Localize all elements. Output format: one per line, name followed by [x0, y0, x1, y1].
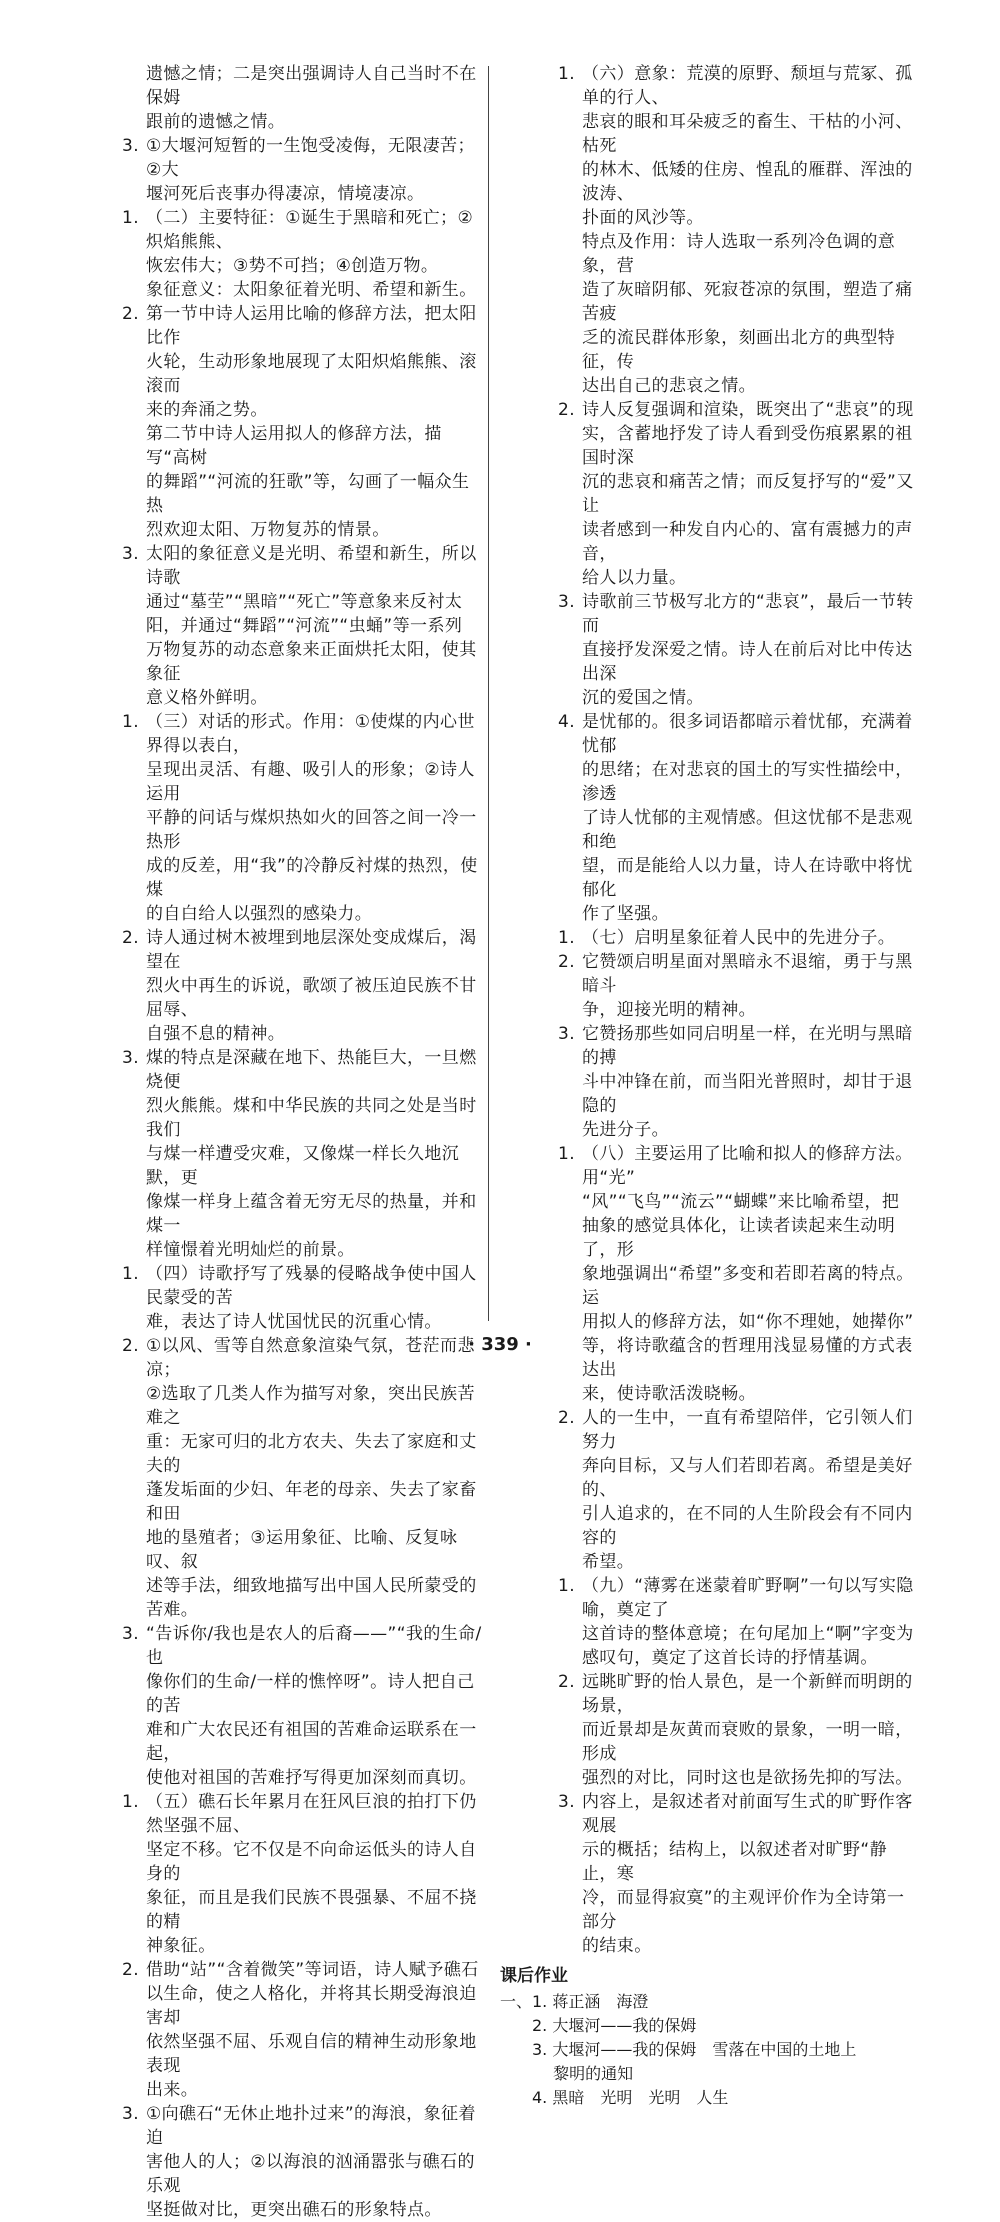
right-column: [500, 62, 918, 2110]
answer-block: [64, 1790, 482, 1958]
answer-block: [500, 1790, 918, 1958]
answer-block: [64, 1046, 482, 1262]
answer-block: [64, 1262, 482, 1334]
question-number: 2.: [122, 1960, 140, 1980]
question-number: 2.: [558, 952, 576, 972]
question-number: 3.: [122, 136, 140, 156]
section-label: （六）: [582, 64, 635, 84]
homework-line: 一、1. 蒋正涵 海澄: [500, 1992, 649, 2011]
left-column: [64, 62, 482, 2222]
question-number: 3.: [122, 1048, 140, 1068]
answer-block: [64, 542, 482, 710]
question-number: 3.: [558, 592, 576, 612]
answer-text: “薄雾在迷蒙着旷野啊”一句以写实隐喻，奠定了 这首诗的整体意境；在句尾加上“啊”字变为 感叹句，奠定了这首长诗的抒情基调。: [582, 1576, 914, 1668]
answer-text: 诗歌抒写了残暴的侵略战争使中国人民蒙受的苦 难，表达了诗人忧国忧民的沉重心情。: [146, 1264, 477, 1332]
answer-text: 太阳的象征意义是光明、希望和新生，所以诗歌 通过“墓茔”“黑暗”“死亡”等意象来反衬太 阳，并通过“舞蹈”“河流”“虫蛹”等一系列 万物复苏的动态意象来正面烘托太阳，使其象征 意义格外鲜明。: [146, 544, 477, 708]
answer-block: [500, 1406, 918, 1574]
answer-block: [64, 206, 482, 302]
question-number: 1.: [122, 712, 140, 732]
answer-text: 诗歌前三节极写北方的“悲哀”，最后一节转而 直接抒发深爱之情。诗人在前后对比中传达出深 沉的爱国之情。: [582, 592, 914, 708]
column-divider: [488, 66, 489, 1321]
section-label: （七）: [582, 928, 635, 948]
answer-text: 人的一生中，一直有希望陪伴，它引领人们努力 奔向目标，又与人们若即若离。希望是美好的、 引人追求的，在不同的人生阶段会有不同内容的 希望。: [582, 1408, 913, 1572]
answer-text: 启明星象征着人民中的先进分子。: [634, 928, 896, 948]
answer-block: [500, 926, 918, 950]
answer-text: ①大堰河短暂的一生饱受凌侮，无限凄苦；②大 堰河死后丧事办得凄凉，情境凄凉。: [146, 136, 475, 204]
answer-text: 是忧郁的。很多词语都暗示着忧郁，充满着忧郁 的思绪；在对悲哀的国土的写实性描绘中，渗透 了诗人忧郁的主观情感。但这忧郁不是悲观和绝 望，而是能给人以力量，诗人在诗歌中将忧郁化 作了坚强。: [582, 712, 913, 924]
answer-text: ①以风、雪等自然意象渲染气氛，苍茫而悲凉； ②选取了几类人作为描写对象，突出民族苦难之 重：无家可归的北方农夫、失去了家庭和丈夫的 蓬发垢面的少妇、年老的母亲、失去了家畜和田 地的垦殖者；③运用象征、比喻、反复咏叹、叙 述等手法，细致地描写出中国人民所蒙受的苦难。: [146, 1336, 477, 1620]
answer-block: [500, 1670, 918, 1790]
answer-text: 诗人通过树木被埋到地层深处变成煤后，渴望在 烈火中再生的诉说，歌颂了被压迫民族不甘屈辱、 自强不息的精神。: [146, 928, 477, 1044]
answer-block: [500, 710, 918, 926]
answer-text: 它赞颂启明星面对黑暗永不退缩，勇于与黑暗斗 争，迎接光明的精神。: [582, 952, 913, 1020]
question-number: 2.: [558, 1672, 576, 1692]
question-number: 1.: [558, 1144, 576, 1164]
section-label: （三）: [146, 712, 199, 732]
answer-block: [500, 950, 918, 1022]
answer-text: 借助“站”“含着微笑”等词语，诗人赋予礁石 以生命，使之人格化，并将其长期受海浪迫害却 依然坚强不屈、乐观自信的精神生动形象地表现 出来。: [146, 1960, 479, 2100]
question-number: 1.: [558, 1576, 576, 1596]
question-number: 1.: [558, 928, 576, 948]
question-number: 4.: [558, 712, 576, 732]
answer-block: [500, 62, 918, 398]
question-number: 1.: [122, 208, 140, 228]
section-label: （九）: [582, 1576, 635, 1596]
homework-title: 课后作业: [500, 1966, 568, 1986]
question-number: 3.: [122, 544, 140, 564]
answer-text: 意象：荒漠的原野、颓垣与荒冢、孤单的行人、 悲哀的眼和耳朵疲乏的畜生、干枯的小河、枯死 的林木、低矮的住房、惶乱的雁群、浑浊的波涛、 扑面的风沙等。 特点及作用：诗人选取一系列冷色调的意象，营 造了灰暗阴郁、死寂苍凉的氛围，塑造了痛苦疲 乏的流民群体形象，刻画出北方的典型特征，传 达出自己的悲哀之情。: [582, 64, 913, 396]
homework-line: 3. 大堰河——我的保姆 雪落在中国的土地上: [500, 2040, 857, 2059]
answer-block: [64, 1334, 482, 1622]
answer-text: 第一节中诗人运用比喻的修辞方法，把太阳比作 火轮，生动形象地展现了太阳炽焰熊熊、滚滚而 来的奔涌之势。 第二节中诗人运用拟人的修辞方法，描写“高树 的舞蹈”“河流的狂歌”等，勾画了一幅众生热 烈欢迎太阳、万物复苏的情景。: [146, 304, 477, 540]
answer-text: 诗人反复强调和渲染，既突出了“悲哀”的现 实，含蓄地抒发了诗人看到受伤痕累累的祖国时深 沉的悲哀和痛苦之情；而反复抒写的“爱”又让 读者感到一种发自内心的、富有震撼力的声音， 给人以力量。: [582, 400, 914, 588]
question-number: 2.: [122, 1336, 140, 1356]
question-number: 2.: [558, 400, 576, 420]
answer-block: [500, 590, 918, 710]
question-number: 2.: [122, 304, 140, 324]
answer-text: 主要运用了比喻和拟人的修辞方法。用“光” “风”“飞鸟”“流云”“蝴蝶”来比喻希望，把 抽象的感觉具体化，让读者读起来生动明了，形 象地强调出“希望”多变和若即若离的特点。运 用拟人的修辞方法，如“你不理她，她撵你” 等，将诗歌蕴含的哲理用浅显易懂的方式表达出 来，使诗歌活泼晓畅。: [582, 1144, 914, 1404]
answer-text: ①向礁石“无休止地扑过来”的海浪，象征着迫 害他人的人；②以海浪的汹涌嚣张与礁石的乐观 坚挺做对比，更突出礁石的形象特点。: [146, 2104, 476, 2220]
answer-block: [64, 1958, 482, 2102]
answer-text: 遗憾之情；二是突出强调诗人自己当时不在保姆 跟前的遗憾之情。: [146, 64, 477, 132]
section-label: （四）: [146, 1264, 199, 1284]
question-number: 3.: [122, 2104, 140, 2124]
answer-text: 礁石长年累月在狂风巨浪的拍打下仍然坚强不屈、 坚定不移。它不仅是不向命运低头的诗人自身的 象征，而且是我们民族不畏强暴、不屈不挠的精 神象征。: [146, 1792, 477, 1956]
answer-block: [500, 1574, 918, 1670]
answer-block: [500, 1022, 918, 1142]
answer-text: 它赞扬那些如同启明星一样，在光明与黑暗的搏 斗中冲锋在前，而当阳光普照时，却甘于退隐的 先进分子。: [582, 1024, 913, 1140]
section-label: （八）: [582, 1144, 635, 1164]
answer-block: [64, 62, 482, 134]
homework-line: 2. 大堰河——我的保姆: [500, 2016, 697, 2035]
section-label: （二）: [146, 208, 199, 228]
answer-text: 主要特征：①诞生于黑暗和死亡；②炽焰熊熊、 恢宏伟大；③势不可挡；④创造万物。 象征意义：太阳象征着光明、希望和新生。: [146, 208, 477, 300]
answer-block: [64, 302, 482, 542]
answer-block: [500, 398, 918, 590]
question-number: 2.: [122, 928, 140, 948]
question-number: 3.: [122, 1624, 140, 1644]
answer-block: [64, 710, 482, 926]
answer-block: [64, 1622, 482, 1790]
answer-text: 煤的特点是深藏在地下、热能巨大，一旦燃烧便 烈火熊熊。煤和中华民族的共同之处是当时我们 与煤一样遭受灾难，又像煤一样长久地沉默，更 像煤一样身上蕴含着无穷无尽的热量，并和煤一 样憧憬着光明灿烂的前景。: [146, 1048, 477, 1260]
homework-line: 4. 黑暗 光明 光明 人生: [500, 2088, 729, 2107]
section-label: （五）: [146, 1792, 199, 1812]
question-number: 2.: [558, 1408, 576, 1428]
question-number: 3.: [558, 1792, 576, 1812]
page-number: · 339 ·: [468, 1334, 532, 1355]
answer-block: [500, 1142, 918, 1406]
answer-block: [64, 926, 482, 1046]
answer-text: 内容上，是叙述者对前面写生式的旷野作客观展 示的概括；结构上，以叙述者对旷野“静止，寒 冷，而显得寂寞”的主观评价作为全诗第一部分 的结束。: [582, 1792, 913, 1956]
answer-text: 远眺旷野的怡人景色，是一个新鲜而明朗的场景， 而近景却是灰黄而衰败的景象，一明一暗，形成 强烈的对比，同时这也是欲扬先抑的写法。: [582, 1672, 913, 1788]
question-number: 1.: [122, 1264, 140, 1284]
answer-block: [64, 134, 482, 206]
question-number: 3.: [558, 1024, 576, 1044]
question-number: 1.: [122, 1792, 140, 1812]
homework-line: 黎明的通知: [500, 2064, 634, 2083]
answer-text: “告诉你/我也是农人的后裔——”“我的生命/也 像你们的生命/一样的憔悴呀”。诗人把自己的苦 难和广大农民还有祖国的苦难命运联系在一起， 使他对祖国的苦难抒写得更加深刻而真切。: [146, 1624, 482, 1788]
answer-block: [64, 2102, 482, 2222]
answer-text: 对话的形式。作用：①使煤的内心世界得以表白， 呈现出灵活、有趣、吸引人的形象；②诗人运用 平静的问话与煤炽热如火的回答之间一冷一热形 成的反差，用“我”的冷静反衬煤的热烈，使煤 的自白给人以强烈的感染力。: [146, 712, 478, 924]
question-number: 1.: [558, 64, 576, 84]
